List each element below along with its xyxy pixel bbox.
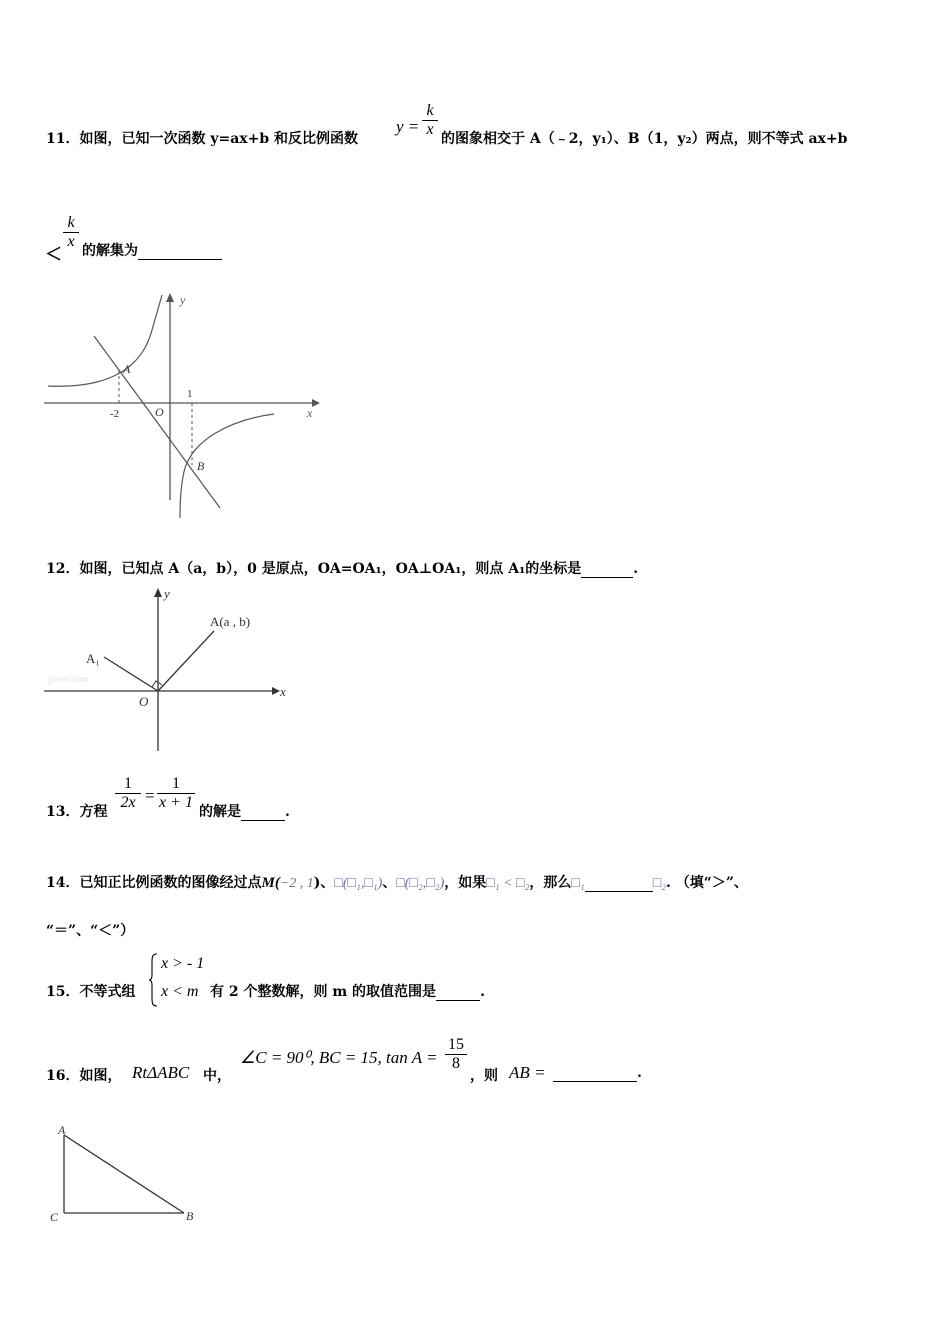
q16-number: 16． [46,1068,80,1084]
q14-point-1: □(□₁,□₁) [334,876,383,891]
q16-given: ∠C = 90⁰, BC = 15, tan A = [240,1048,438,1067]
q14-point-m: M( [261,875,280,891]
q12-point-a: A(a , b) [210,614,251,629]
q14-condition: □₁ < □₂ [486,876,530,891]
q14-number: 14． [46,875,80,891]
question-12: 12．如图，已知点 A（a，b），0 是原点，OA=OA₁，OA⊥OA₁，则点 A₁的坐标是 . [46,561,639,577]
q13-equals: = [145,786,155,805]
q12-answer-blank[interactable] [581,561,633,578]
question-11 [46,128,358,148]
q11-hyperbola-right [180,414,274,518]
question-14: 14．已知正比例函数的图像经过点M(−2 , 1)、□(□₁,□₁)、□(□₂,□₂)，如果□₁ < □₂，那么□₁ □₂. （填“＞”、 [46,875,748,891]
q16-answer-blank[interactable] [553,1065,637,1082]
q15-number: 15． [46,984,80,1000]
q11-fraction-k-over-x: $\frac{k}{x}$ [422,102,438,139]
q16-ab: AB = [509,1063,546,1082]
question-15 [46,981,135,1001]
q15-answer-blank[interactable] [436,984,480,1001]
q14-value-2: □₂ [652,876,667,891]
q11-x-label: x [307,406,313,420]
q15-inequality-1: x > - 1 [161,955,205,972]
q11-text-1: 如图，已知一次函数 y=ax+b 和反比例函数 [79,131,359,147]
q16-fraction-15-over-8: $\frac{15}{8}$ [445,1036,467,1073]
q12-x-label: x [280,684,286,699]
q14-text-1: 已知正比例函数的图像经过点 [79,875,262,891]
q11-figure [44,290,324,522]
q12-right-angle-mark [152,681,162,687]
q11-y-label: y [180,293,186,307]
q15-brace [148,953,158,1007]
q14-m-coords: −2 , 1 [279,876,314,891]
q13-text-2: 的解是 . [199,804,290,820]
q11-point-a: A [123,362,131,376]
q11-hyperbola-left [48,295,162,386]
q12-point-a1: A₁ [86,651,100,666]
q11-y-equals: y = [396,117,420,136]
q16-point-c: C [50,1210,59,1224]
q11-text-2: 的图象相交于 A（﹣2，y₁）、B（1，y₂）两点，则不等式 ax+b [441,131,848,147]
q14-point-2: □(□₂,□₂) [396,876,445,891]
q16-point-a: A [58,1123,66,1137]
q13-rhs-fraction: $\frac{1}{x + 1}$ [157,775,195,812]
q13-number: 13． [46,804,80,820]
q11-origin-label: O [155,405,164,419]
q15-text-1: 不等式组 [79,984,136,1000]
q11-lt: ＜ [45,245,62,265]
q16-text-2: 中， [203,1068,231,1084]
q12-text: 如图，已知点 A（a，b），0 是原点，OA=OA₁，OA⊥OA₁，则点 A₁的坐标是 [79,561,582,577]
q16-text-3: ，则 [470,1068,498,1084]
q11-answer-blank[interactable] [138,243,222,260]
q11-fraction-2: $\frac{k}{x}$ [63,214,79,251]
q11-point-b: B [197,459,205,473]
q12-origin-label: O [139,694,149,709]
question-13 [46,801,107,821]
q16-triangle-name: RtΔABC [132,1063,190,1082]
q16-point-b: B [186,1209,194,1223]
q12-figure [44,585,304,755]
q14-value-1: □₁ [571,876,585,891]
q11-text-3: 的解集为 [82,240,222,260]
q15-inequality-2: x < m [161,983,199,1000]
q12-segment-oa1 [104,657,158,691]
q16-figure [44,1120,214,1230]
q12-segment-oa [158,631,214,691]
q11-number: 11． [46,131,80,147]
q13-lhs-fraction: $\frac{1}{2x}$ [115,775,141,812]
q11-tick-neg2: -2 [110,408,120,420]
q12-watermark: jyeoo.com [48,674,89,685]
q12-number: 12． [46,561,80,577]
q15-text-2: 有 2 个整数解，则 m 的取值范围是 . [210,984,485,1000]
q11-linear-line [94,336,220,508]
q12-y-label: y [164,586,170,601]
q14-line-2: “＝”、“＜”） [46,923,135,939]
question-16 [46,1065,121,1085]
q11-tick-1: 1 [187,388,193,400]
q13-text-1: 方程 [79,804,108,820]
q16-answer: . [553,1065,642,1082]
q16-text-1: 如图， [79,1068,122,1084]
q14-answer-blank[interactable] [585,875,653,892]
q13-answer-blank[interactable] [241,804,285,821]
